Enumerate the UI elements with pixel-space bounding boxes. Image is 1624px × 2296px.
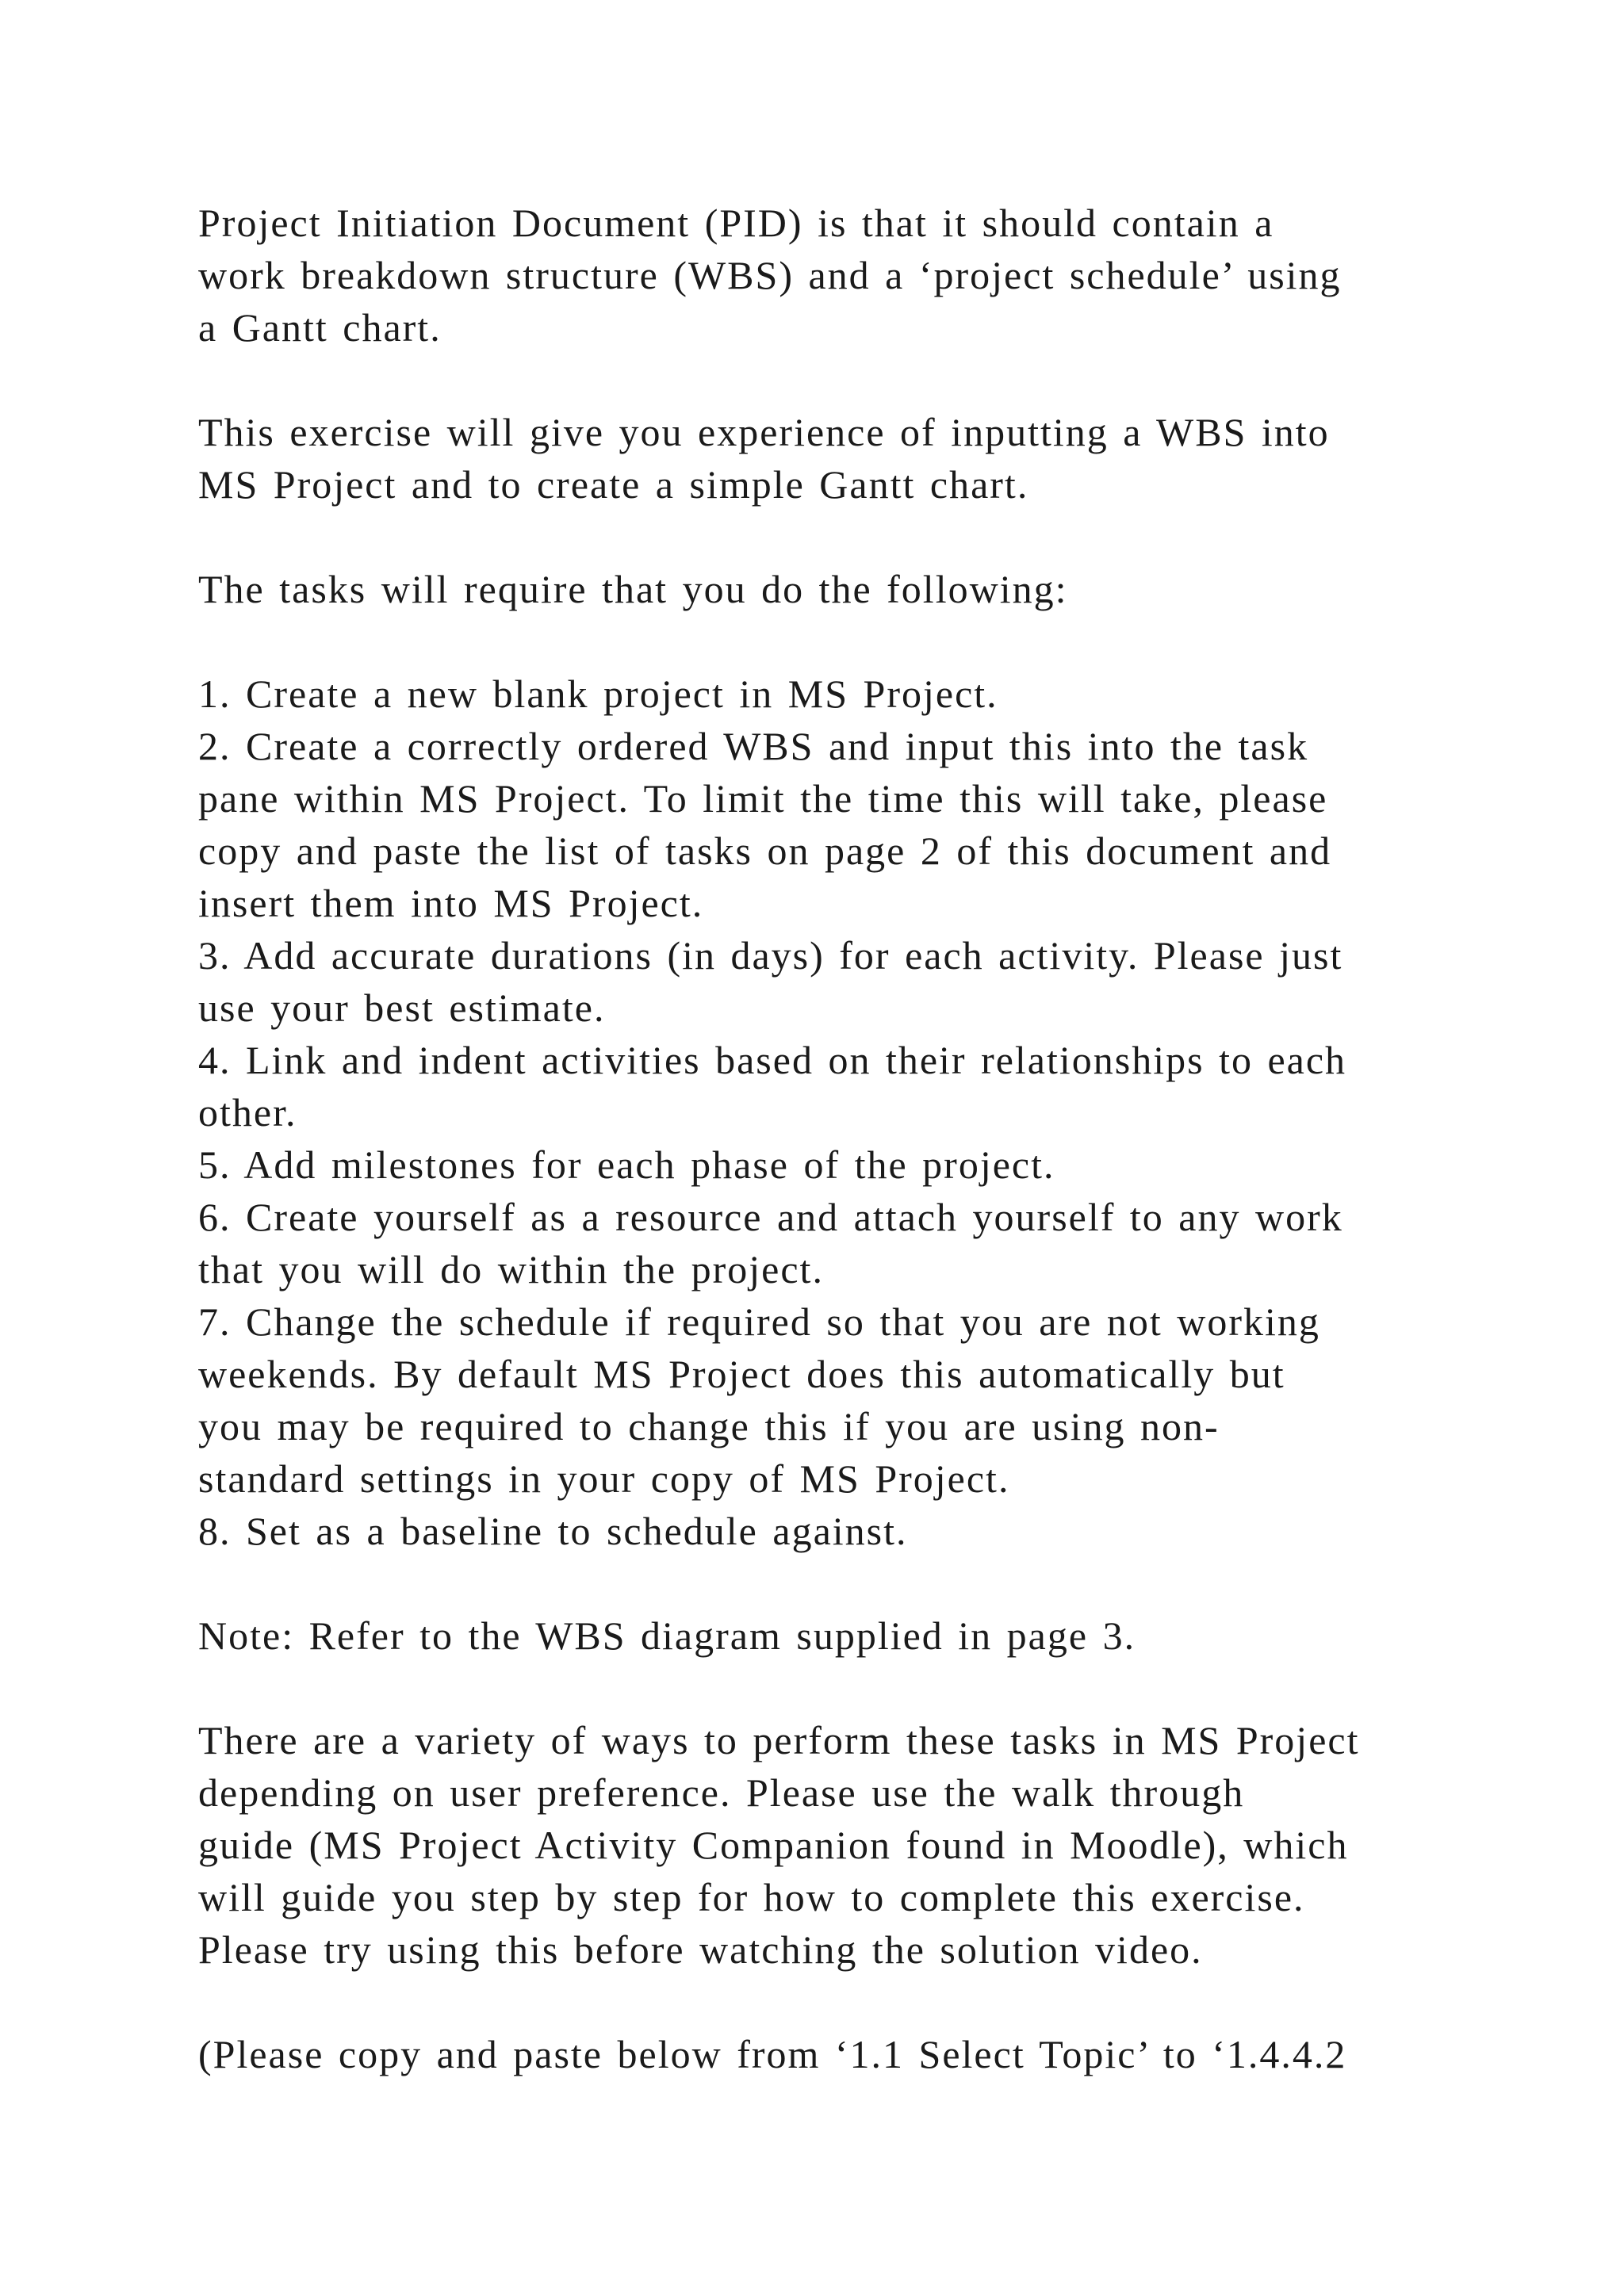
text-line: This exercise will give you experience of inputting a WBS into (198, 410, 1330, 454)
list-item: 3. Add accurate durations (in days) for each activity. Please just (198, 933, 1343, 978)
paragraph-gap (198, 511, 1507, 563)
paragraph-gap (198, 354, 1507, 406)
text-line: (Please copy and paste below from ‘1.1 Select Topic’ to ‘1.4.4.2 (198, 2032, 1347, 2076)
paragraph-tasks-intro (198, 563, 1507, 615)
text-line: will guide you step by step for how to complete this exercise. (198, 1875, 1305, 1919)
text-line: Note: Refer to the WBS diagram supplied in page 3. (198, 1613, 1136, 1658)
list-item: 8. Set as a baseline to schedule against. (198, 1509, 908, 1553)
list-item: 5. Add milestones for each phase of the project. (198, 1142, 1055, 1187)
text-line: The tasks will require that you do the following: (198, 567, 1068, 611)
paragraph-exercise (198, 406, 1507, 511)
text-line: a Gantt chart. (198, 305, 442, 350)
list-item: 7. Change the schedule if required so that you are not working (198, 1299, 1320, 1344)
list-item: 2. Create a correctly ordered WBS and input this into the task (198, 724, 1309, 768)
paragraph-gap (198, 1662, 1507, 1714)
paragraph-gap (198, 615, 1507, 668)
text-line: work breakdown structure (WBS) and a ‘project schedule’ using (198, 253, 1342, 297)
list-item: other. (198, 1090, 297, 1135)
text-line: Project Initiation Document (PID) is that it should contain a (198, 201, 1274, 245)
list-item: 6. Create yourself as a resource and attach yourself to any work (198, 1195, 1343, 1239)
text-line: MS Project and to create a simple Gantt chart. (198, 462, 1029, 507)
list-item: copy and paste the list of tasks on page 2 of this document and (198, 828, 1332, 873)
text-line: Please try using this before watching the solution video. (198, 1927, 1203, 1972)
paragraph-intro (198, 197, 1507, 354)
text-line: There are a variety of ways to perform these tasks in MS Project (198, 1718, 1360, 1762)
list-item: insert them into MS Project. (198, 881, 704, 925)
paragraph-copy-instruction (198, 2028, 1507, 2080)
paragraph-guidance (198, 1714, 1507, 1976)
paragraph-note (198, 1609, 1507, 1662)
list-item: you may be required to change this if you are using non- (198, 1404, 1220, 1448)
task-list (198, 668, 1507, 1557)
list-item: weekends. By default MS Project does this automatically but (198, 1352, 1285, 1396)
text-line: guide (MS Project Activity Companion found in Moodle), which (198, 1823, 1349, 1867)
list-item: standard settings in your copy of MS Project. (198, 1456, 1010, 1501)
document-body (198, 197, 1507, 2080)
paragraph-gap (198, 1557, 1507, 1609)
list-item: 1. Create a new blank project in MS Project. (198, 672, 998, 716)
list-item: that you will do within the project. (198, 1247, 824, 1292)
list-item: use your best estimate. (198, 985, 606, 1030)
list-item: pane within MS Project. To limit the time this will take, please (198, 776, 1328, 821)
text-line: depending on user preference. Please use the walk through (198, 1770, 1245, 1815)
paragraph-gap (198, 1976, 1507, 2028)
list-item: 4. Link and indent activities based on their relationships to each (198, 1038, 1347, 1082)
